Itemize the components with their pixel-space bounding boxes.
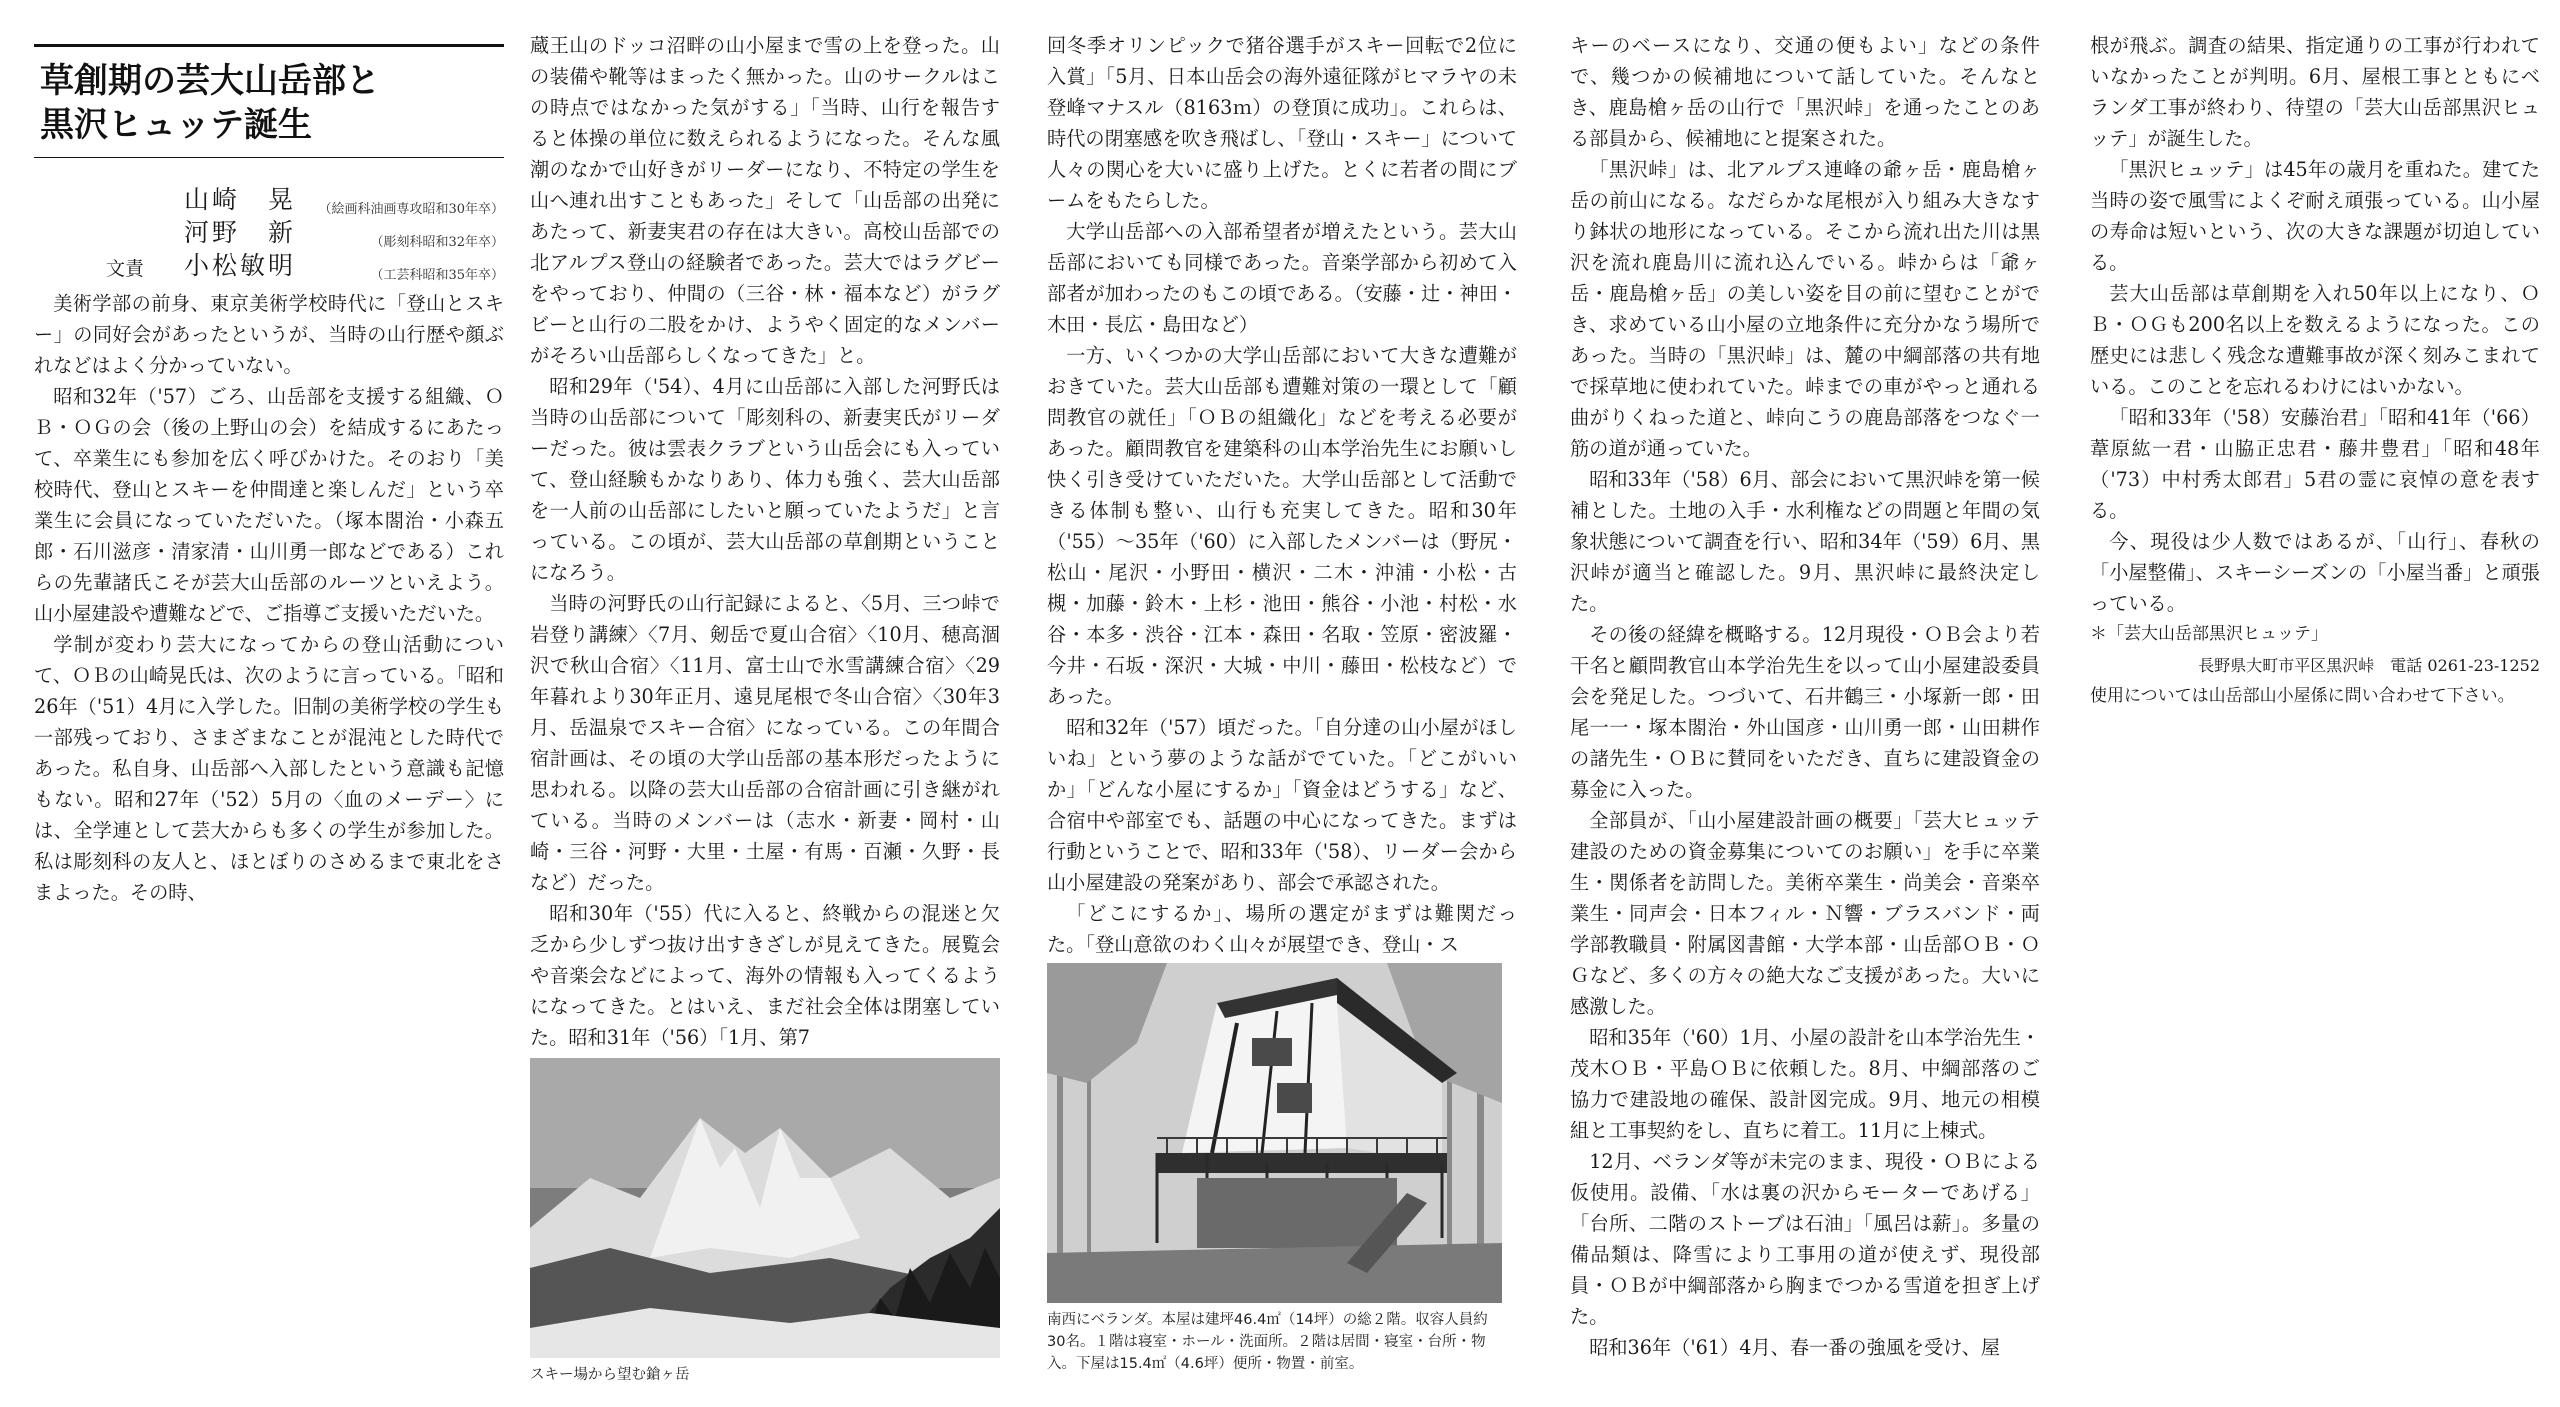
paragraph: 昭和36年（'61）4月、春一番の強風を受け、屋 [1589,1336,2001,1359]
paragraph: 昭和30年（'55）代に入ると、終戦からの混迷と欠乏から少しずつ抜け出すきざしが見えてきた。展覧会や音楽会などによって、海外の情報も入ってくるようになってきた。とはいえ、まだ社会全体は閉塞していた。昭和31年（'56）「1月、第7 [530,902,1000,1049]
column-5 [2090,30,2540,712]
column-4 [1570,30,2040,1363]
column-3 [1047,30,1517,960]
photo-block-mountain [530,1058,1000,1386]
photo-caption-hut: 南西にベランダ。本屋は建坪46.4㎡（14坪）の総２階。収容人員約30名。１階は寝室・ホール・洗面所。２階は居間・寝室・台所・物入。下屋は15.4㎡（4.6坪）便所・物置・前室。 [1047,1312,1488,1372]
author-affiliation: （絵画科油画専攻昭和30年卒） [318,202,504,217]
title-line-1: 草創期の芸大山岳部と [40,61,380,101]
paragraph: 全部員が、「山小屋建設計画の概要」「芸大ヒュッテ建設のための資金募集についてのお願い」を手に卒業生・関係者を訪問した。美術卒業生・尚美会・音楽卒業生・同声会・日本フィル・Ｎ響・ブラスバンド・両学部教職員・附属図書館・大学本部・山岳部ＯＢ・ＯＧなど、多くの方々の絶大なご支援があった。大いに感激した。 [1570,809,2040,1018]
paragraph: 回冬季オリンピックで猪谷選手がスキー回転で2位に入賞」「5月、日本山岳会の海外遠征隊がヒマラヤの未登峰マナスル（8163ｍ）の登頂に成功」。これらは、時代の閉塞感を吹き飛ばし、「登山・スキー」について人々の関心を大いに盛り上げた。とくに若者の間にブームをもたらした。 [1047,34,1517,212]
usage-note: 使用については山岳部山小屋係に問い合わせて下さい。 [2090,686,2515,706]
column-1 [34,30,504,908]
author-affiliation: （工芸科昭和35年卒） [370,268,504,283]
paragraph: 今、現役は少人数ではあるが、「山行」、春秋の「小屋整備」、スキーシーズンの「小屋当番」と頑張っている。 [2090,530,2540,615]
title-rule-bottom [34,157,504,158]
author-name: 河野 新 [184,218,297,247]
hut-address: 長野県大町市平区黒沢峠 電話 0261-23-1252 [2198,656,2540,675]
author-affiliation: （彫刻科昭和32年卒） [370,235,504,250]
hut-note: ＊「芸大山岳部黒沢ヒュッテ」 [2090,624,2328,644]
paragraph: 一方、いくつかの大学山岳部において大きな遭難がおきていた。芸大山岳部も遭難対策の一環として「顧問教官の就任」「ＯＢの組織化」などを考える必要があった。顧問教官を建築科の山本学治先生にお願いし快く引き受けていただいた。大学山岳部として活動できる体制も整い、山行も充実してきた。昭和30年（'55）～35年（'60）に入部したメンバーは（野尻・松山・尾沢・小野田・横沢・二木・沖浦・小松・古槻・加藤・鈴木・上杉・池田・熊谷・小池・村松・水谷・本多・渋谷・江本・森田・名取・笠原・密波羅・今井・石坂・深沢・大城・中川・藤田・松枝など）であった。 [1047,344,1517,708]
mountain-photo [530,1058,1000,1358]
paragraph: 当時の河野氏の山行記録によると、〈5月、三つ峠で岩登り講練〉〈7月、剱岳で夏山合宿〉〈10月、穂高涸沢で秋山合宿〉〈11月、富士山で氷雪講練合宿〉〈29年暮れより30年正月、遠見尾根で冬山合宿〉〈30年3月、岳温泉でスキー合宿〉になっている。この年間合宿計画は、その頃の大学山岳部の基本形だったように思われる。以降の芸大山岳部の合宿計画に引き継がれている。当時のメンバーは（志水・新妻・岡村・山崎・三谷・河野・大里・土屋・有馬・百瀬・久野・長など）だった。 [530,592,1000,894]
paragraph: 「昭和33年（'58）安藤治君」「昭和41年（'66）葦原紘一君・山脇正忠君・藤井豊君」「昭和48年（'73）中村秀太郎君」5君の霊に哀悼の意を表する。 [2090,406,2540,522]
column-2 [530,30,1000,1053]
author-row [34,250,504,282]
paragraph: 根が飛ぶ。調査の結果、指定通りの工事が行われていなかったことが判明。6月、屋根工事とともにベランダ工事が終わり、待望の「芸大山岳部黒沢ヒュッテ」が誕生した。 [2090,34,2540,150]
author-row [34,217,504,249]
photo-caption-mountain: スキー場から望む鎗ヶ岳 [530,1367,690,1383]
paragraph: 学制が変わり芸大になってからの登山活動について、ＯＢの山崎晃氏は、次のように言っている。「昭和26年（'51）4月に入学した。旧制の美術学校の学生も一部残っており、さまざまなことが混沌とした時代であった。私自身、山岳部へ入部したという意識も記憶もない。昭和27年（'52）5月の〈血のメーデー〉には、全学連として芸大からも多くの学生が参加した。私は彫刻科の友人と、ほとぼりのさめるまで東北をさまよった。その時、 [34,633,504,904]
paragraph: 「黒沢ヒュッテ」は45年の歳月を重ねた。建てた当時の姿で風雪によくぞ耐え頑張っている。山小屋の寿命は短いという、次の大きな課題が切迫している。 [2090,158,2540,274]
photo-block-hut [1047,963,1502,1375]
author-row [34,184,504,216]
paragraph: 蔵王山のドッコ沼畔の山小屋まで雪の上を登った。山の装備や靴等はまったく無かった。山のサークルはこの時点ではなかった気がする」「当時、山行を報告すると体操の単位に数えられるようになった。そんな風潮のなかで山好きがリーダーになり、不特定の学生を山へ連れ出すこともあった」そして「山岳部の出発にあたって、新妻実君の存在は大きい。高校山岳部での北アルプス登山の経験者であった。芸大ではラグビーをやっており、仲間の（三谷・林・福本など）がラグビーと山行の二股をかけ、ようやく固定的なメンバーがそろい山岳部らしくなってきた」と。 [530,34,1000,367]
paragraph: 昭和32年（'57）ごろ、山岳部を支援する組織、ＯＢ・ＯＧの会（後の上野山の会）を結成するにあたって、卒業生にも参加を広く呼びかけた。そのおり「美校時代、登山とスキーを仲間達と楽しんだ」という卒業生に会員になっていただいた。（塚本閤治・小森五郎・石川滋彦・清家清・山川勇一郎などである）これらの先輩諸氏こそが芸大山岳部のルーツといえよう。山小屋建設や遭難などで、ご指導ご支援いただいた。 [34,385,504,625]
paragraph: 昭和35年（'60）1月、小屋の設計を山本学治先生・茂木ＯＢ・平島ＯＢに依頼した。8月、中綱部落のご協力で建設地の確保、設計図完成。9月、地元の相模組と工事契約をし、直ちに着工。11月に上棟式。 [1570,1026,2040,1142]
paragraph: 昭和33年（'58）6月、部会において黒沢峠を第一候補とした。土地の入手・水利権などの問題と年間の気象状態について調査を行い、昭和34年（'59）6月、黒沢峠が適当と確認した。9月、黒沢峠に最終決定した。 [1570,468,2040,615]
paragraph: 昭和29年（'54）、4月に山岳部に入部した河野氏は当時の山岳部について「彫刻科の、新妻実氏がリーダーだった。彼は雲表クラブという山岳会にも入っていて、登山経験もかなりあり、体力も強く、芸大山岳部を一人前の山岳部にしたいと願っていたようだ」と言っている。この頃が、芸大山岳部の草創期ということになろう。 [530,375,1000,584]
hut-photo [1047,963,1502,1303]
paragraph: 「黒沢峠」は、北アルプス連峰の爺ヶ岳・鹿島槍ヶ岳の前山になる。なだらかな尾根が入り組み大きなすり鉢状の地形になっている。そこから流れ出た川は黒沢を流れ鹿島川に流れ込んでいる。峠からは「爺ヶ岳・鹿島槍ヶ岳」の美しい姿を目の前に望むことができ、求めている山小屋の立地条件に充分かなう場所であった。当時の「黒沢峠」は、麓の中綱部落の共有地で採草地に使われていた。峠までの車がやっと通れる曲がりくねった道と、峠向こうの鹿島部落をつなぐ一筋の道が通っていた。 [1570,158,2040,460]
byline [34,184,504,282]
title-rule-top [34,44,504,47]
paragraph: 大学山岳部への入部希望者が増えたという。芸大山岳部においても同様であった。音楽学部から初めて入部者が加わったのもこの頃である。（安藤・辻・神田・木田・長広・島田など） [1047,220,1517,336]
paragraph: 12月、ベランダ等が未完のまま、現役・ＯＢによる仮使用。設備、「水は裏の沢からモーターであげる」「台所、二階のストーブは石油」「風呂は薪」。多量の備品類は、降雪により工事用の道が使えず、現役部員・ＯＢが中綱部落から胸までつかる雪道を担ぎ上げた。 [1570,1150,2040,1328]
paragraph: 「どこにするか」、場所の選定がまずは難関だった。「登山意欲のわく山々が展望でき、登山・ス [1047,902,1517,956]
author-name: 山崎 晃 [184,185,297,214]
author-role: 文責 [106,258,145,280]
paragraph: その後の経緯を概略する。12月現役・ＯＢ会より若干名と顧問教官山本学治先生を以って山小屋建設委員会を発足した。つづいて、石井鶴三・小塚新一郎・田尾一一・塚本閤治・外山国彦・山川勇一郎・山田耕作の諸先生・ＯＢに賛同をいただき、直ちに建設資金の募金に入った。 [1570,623,2040,801]
paragraph: 芸大山岳部は草創期を入れ50年以上になり、ＯＢ・ＯＧも200名以上を数えるようになった。この歴史には悲しく残念な遭難事故が深く刻みこまれている。このことを忘れるわけにはいかない。 [2090,282,2540,398]
article-title [40,59,504,147]
paragraph: 美術学部の前身、東京美術学校時代に「登山とスキー」の同好会があったというが、当時の山行歴や顔ぶれなどはよく分かっていない。 [34,292,504,377]
title-line-2: 黒沢ヒュッテ誕生 [40,105,312,145]
paragraph: 昭和32年（'57）頃だった。「自分達の山小屋がほしいね」という夢のような話がでていた。「どこがいいか」「どんな小屋にするか」「資金はどうする」など、合宿中や部室でも、話題の中心になってきた。まずは行動ということで、昭和33年（'58）、リーダー会から山小屋建設の発案があり、部会で承認された。 [1047,716,1517,894]
paragraph: キーのベースになり、交通の便もよい」などの条件で、幾つかの候補地について話していた。そんなとき、鹿島槍ヶ岳の山行で「黒沢峠」を通ったことのある部員から、候補地にと提案された。 [1570,34,2040,150]
author-name: 小松敏明 [184,251,297,280]
